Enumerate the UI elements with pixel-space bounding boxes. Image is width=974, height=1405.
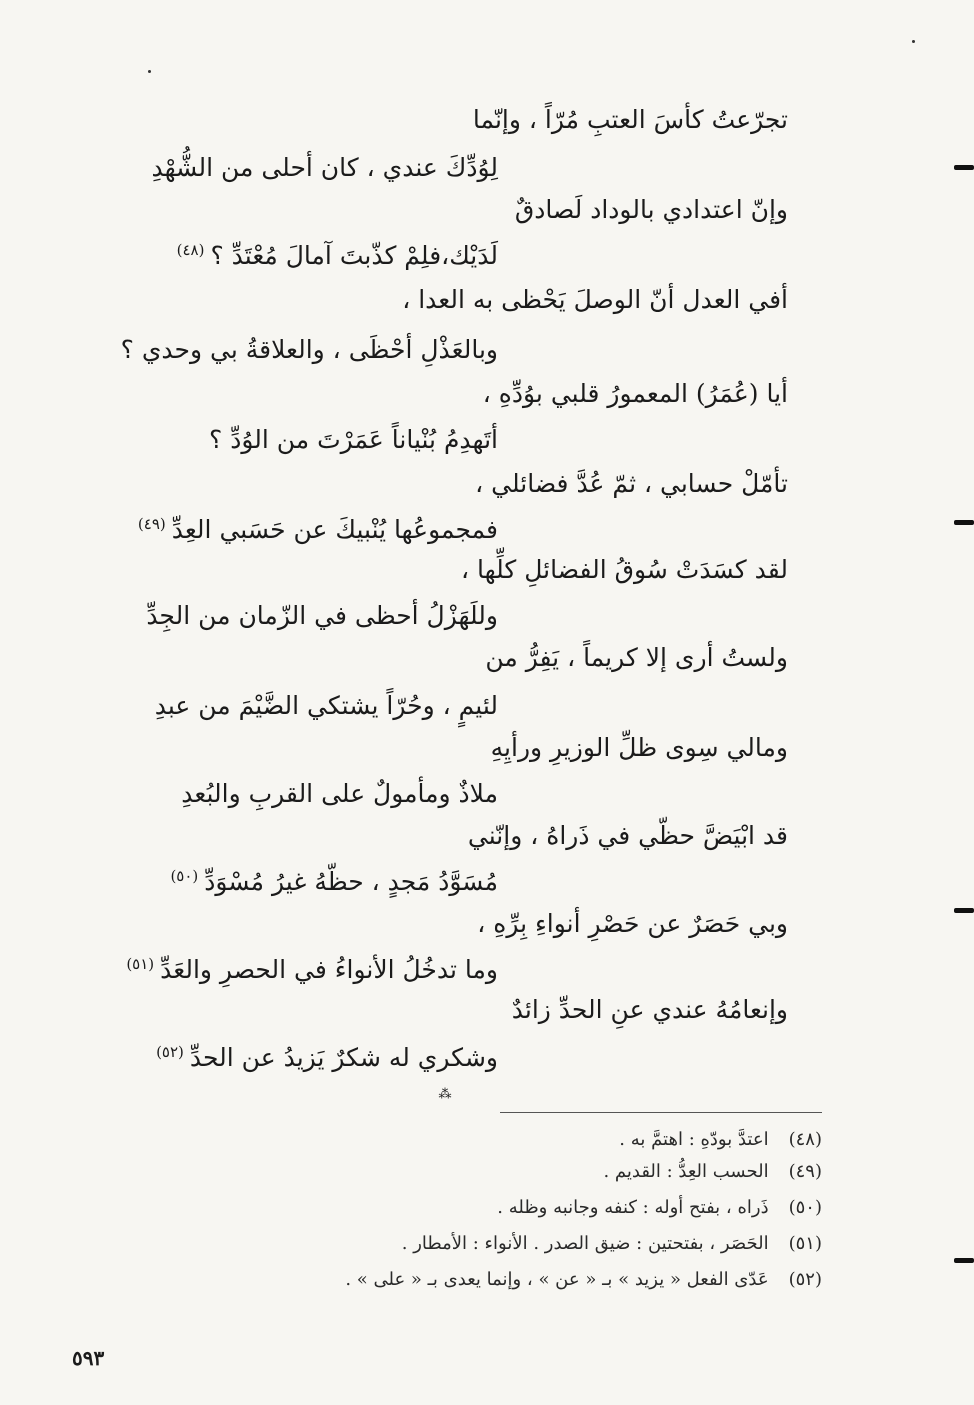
verse-text: وما تدخُلُ الأنواءُ في الحصرِ والعَدِّ bbox=[160, 955, 498, 984]
verse-line bbox=[126, 954, 498, 986]
verse-line: ولستُ أرى إلا كريماً ، يَفِرُّ من bbox=[485, 643, 788, 672]
footnote-rule bbox=[500, 1112, 822, 1113]
footnote-ref: (٥١) bbox=[126, 954, 155, 973]
verse-line: قد ابْيَضَّ حظّي في ذَراهُ ، وإنّني bbox=[467, 821, 788, 850]
verse-text: مُسَوَّدُ مَجدٍ ، حظّهُ غيرُ مُسْوَدِّ bbox=[204, 867, 498, 896]
margin-mark bbox=[954, 520, 974, 525]
verse-text: فمجموعُها يُنْبيكَ عن حَسَبي العِدِّ bbox=[171, 515, 498, 544]
verse-line: وإنعامُهُ عندي عنِ الحدِّ زائدٌ bbox=[511, 995, 788, 1024]
verse-text: لَدَيْك،فلِمْ كذّبتَ آمالَ مُعْتَدِّ ؟ bbox=[210, 241, 498, 270]
margin-mark bbox=[954, 908, 974, 913]
section-divider-stars: ⁂ bbox=[438, 1087, 452, 1102]
verse-line: وإنّ اعتدادي بالوداد لَصادقٌ bbox=[514, 195, 788, 224]
verse-line: أفي العدل أنّ الوصلَ يَحْظى به العدا ، bbox=[402, 285, 788, 314]
verse-line: تجرّعتُ كأسَ العتبِ مُرّاً ، وإنّما bbox=[472, 105, 788, 134]
footnote-text: ذَراه ، بفتح أوله : كنفه وجانبه وظله . bbox=[497, 1197, 769, 1218]
footnote-ref: (٥٢) bbox=[156, 1042, 184, 1061]
verse-line: وبالعَذْلِ أحْظَى ، والعلاقةُ بي وحدي ؟ bbox=[120, 335, 498, 364]
margin-mark bbox=[954, 1258, 974, 1263]
verse-line: وبي حَصَرٌ عن حَصْرِ أنواءِ بِرِّهِ ، bbox=[477, 909, 788, 938]
verse-line: ومالي سِوى ظلِّ الوزيرِ ورأيِهِ bbox=[490, 733, 788, 762]
page-speck bbox=[148, 70, 151, 73]
footnote bbox=[402, 1232, 822, 1256]
footnote-text: الحسب العِدُّ : القديم . bbox=[603, 1161, 769, 1182]
verse-line: أتَهدِمُ بُنْياناً عَمَرْتَ من الوُدِّ ؟ bbox=[208, 425, 498, 454]
verse-line: وللَهَزْلُ أحظى في الزّمان من الجِدِّ bbox=[146, 601, 498, 630]
footnote-number: (٥٢) bbox=[788, 1269, 822, 1290]
footnote-ref: (٤٨) bbox=[176, 240, 205, 259]
verse-text: وشكري له شكرٌ يَزيدُ عن الحدِّ bbox=[189, 1043, 498, 1072]
page-number: ٥٩٣ bbox=[72, 1346, 105, 1370]
footnote-text: اعتدَّ بودّهِ : اهتمَّ به . bbox=[619, 1129, 769, 1150]
footnote-number: (٥٠) bbox=[788, 1197, 822, 1218]
footnote-number: (٥١) bbox=[788, 1233, 822, 1254]
page-speck bbox=[912, 40, 915, 43]
footnote bbox=[345, 1268, 822, 1292]
verse-line: تأمّلْ حسابي ، ثمّ عُدَّ فضائلي ، bbox=[475, 469, 788, 498]
verse-line: لِوُدِّكَ عندي ، كان أحلى من الشُّهْدِ bbox=[151, 153, 498, 182]
verse-line bbox=[138, 514, 498, 546]
footnote-text: الحَصَر ، بفتحتين : ضيق الصدر . الأنواء : الأمطار . bbox=[401, 1233, 769, 1254]
footnote-number: (٤٨) bbox=[788, 1129, 822, 1150]
footnote bbox=[497, 1196, 822, 1220]
footnote bbox=[603, 1160, 822, 1184]
margin-mark bbox=[954, 165, 974, 170]
footnote bbox=[619, 1128, 822, 1152]
verse-line bbox=[177, 240, 498, 272]
footnote-ref: (٥٠) bbox=[170, 866, 199, 885]
footnote-ref: (٤٩) bbox=[137, 514, 166, 533]
footnote-text: عَدّى الفعل « يزيد » بـ « عن » ، وإنما يعدى بـ « على » . bbox=[345, 1269, 769, 1290]
verse-line: لئيمٍ ، وحُرّاً يشتكي الضَّيْمَ من عبدِ bbox=[154, 691, 498, 720]
verse-line bbox=[156, 1042, 498, 1074]
verse-line: ملاذٌ ومأمولٌ على القربِ والبُعدِ bbox=[181, 779, 498, 808]
footnote-number: (٤٩) bbox=[788, 1161, 822, 1182]
verse-line bbox=[170, 866, 498, 898]
verse-line: أيا (عُمَرُ) المعمورُ قلبي بوُدِّهِ ، bbox=[482, 379, 788, 408]
verse-line: لقد كسَدَتْ سُوقُ الفضائلِ كلِّها ، bbox=[460, 555, 788, 584]
